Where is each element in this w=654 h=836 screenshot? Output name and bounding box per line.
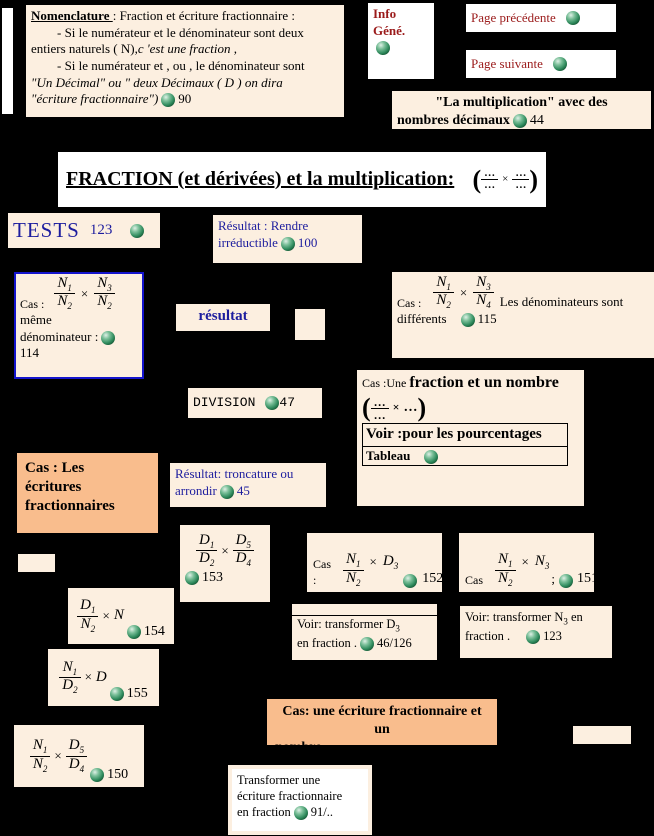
cas-151-box: Cas $\frac{N_1}{N_2}$ × $N_3$ ; 151 — [459, 533, 594, 592]
formula-154-box: $\frac{D_1}{N_2}$ × N 154 — [68, 588, 174, 644]
cas-line: nombre — [275, 739, 322, 755]
green-ball-icon[interactable] — [513, 114, 527, 128]
ref-number: 155 — [126, 686, 148, 702]
green-ball-icon[interactable] — [185, 571, 199, 585]
page-precedente-label: Page précédente — [471, 9, 556, 25]
ref-line — [185, 569, 265, 587]
info-gene-box — [368, 3, 434, 79]
ref-line — [87, 766, 128, 784]
nomenclature-box — [26, 5, 344, 117]
green-ball-icon[interactable] — [360, 637, 374, 651]
cas-ecritures-fractionnaires-box — [17, 453, 158, 533]
nomenclature-line: - Si le numérateur et le dénominateur sont deux — [57, 24, 304, 40]
green-ball-icon[interactable] — [130, 224, 144, 238]
resultat-label: résultat — [198, 308, 248, 324]
green-ball-icon[interactable] — [127, 625, 141, 639]
voir-line: en fraction . 46/126 — [297, 636, 412, 651]
tableau-row: Tableau — [363, 447, 567, 466]
blank-box — [295, 309, 325, 340]
page-suivante-box — [466, 50, 616, 78]
info-gene-label: Géné. — [373, 22, 406, 38]
ref-number: 100 — [297, 234, 318, 250]
green-ball-icon[interactable] — [294, 806, 308, 820]
cas-152-box: Cas : $\frac{N_1}{N_2}$ × $D_3$ 152 — [307, 533, 442, 592]
green-ball-icon[interactable] — [376, 41, 390, 55]
cas-line: dénominateur : — [20, 329, 138, 346]
cas-line: écritures — [25, 479, 82, 496]
ref-number: 150 — [107, 767, 129, 783]
cas-heading: Cas :Une fraction et un nombre — [362, 374, 559, 391]
cas-denominateurs-differents-box — [392, 272, 654, 358]
page-title: FRACTION (et dérivées) et la multiplication: — [66, 167, 455, 190]
green-ball-icon[interactable] — [281, 237, 295, 251]
division-box — [188, 388, 322, 418]
cas-fraction-nombre-box — [357, 370, 584, 506]
formula: Cas : $\frac{N_1}{N_2}$ × $\frac{N_3}{N_2}$ — [20, 276, 138, 312]
cas-ecriture-nombre-box — [267, 699, 497, 755]
transformer-line: en fraction 91/.. — [237, 805, 334, 819]
cas-line: fractionnaires — [25, 498, 115, 515]
ref-number: 44 — [529, 112, 544, 128]
ref-number: 47 — [279, 394, 296, 410]
resultat-troncature-box — [170, 463, 326, 507]
voir-transformer-d3-box — [292, 604, 437, 660]
green-ball-icon[interactable] — [265, 396, 279, 410]
nomenclature-line: Nomenclature : Fraction et écriture fractionnaire : — [31, 8, 295, 23]
green-ball-icon[interactable] — [161, 93, 175, 107]
tests-number: 123 — [89, 221, 113, 238]
ref-number: 151 — [577, 571, 598, 587]
resultat-line: arrondir 45 — [175, 482, 250, 498]
page-suivante-label: Page suivante — [471, 55, 543, 71]
resultat-box — [176, 304, 270, 331]
main-title-box — [56, 150, 548, 209]
ref-line — [124, 623, 165, 641]
voir-transformer-n3-box — [460, 606, 612, 658]
formula-155-box: $\frac{N_1}{D_2}$ × D 155 — [48, 649, 159, 706]
green-ball-icon[interactable] — [101, 331, 115, 345]
formula: ( $\frac{\dots}{\dots}$ × …) — [362, 393, 427, 423]
ref-number: 46/126 — [377, 636, 412, 651]
divider — [292, 604, 437, 616]
green-ball-icon[interactable] — [220, 485, 234, 499]
tests-label: TESTS — [13, 218, 80, 243]
transformer-line: écriture fractionnaire — [237, 789, 343, 803]
cas-line: Cas : Les — [25, 460, 85, 476]
green-ball-icon[interactable] — [566, 11, 580, 25]
green-ball-icon[interactable] — [553, 57, 567, 71]
cas-line: différents 115 — [397, 310, 497, 326]
nomenclature-line: - Si le numérateur et , ou , le dénominateur sont — [57, 57, 305, 73]
resultat-line: irréductible 100 — [218, 234, 318, 250]
formula-153-box — [180, 525, 270, 602]
voir-table — [362, 423, 568, 466]
ref-number: 90 — [178, 91, 192, 107]
ref-number: 154 — [143, 624, 165, 640]
resultat-irreductible-box — [213, 215, 362, 263]
nomenclature-line: "écriture fractionnaire") 90 — [31, 91, 192, 107]
green-ball-icon[interactable] — [424, 450, 438, 464]
transformer-line: Transformer une — [237, 773, 321, 787]
ref-line — [107, 685, 148, 703]
multiplication-line: nombres décimaux 44 — [397, 112, 544, 128]
nomenclature-line: entiers naturels ( N),c 'est une fraction , — [31, 41, 238, 57]
green-ball-icon[interactable] — [526, 630, 540, 644]
cas-meme-denominateur-box — [14, 272, 144, 379]
formula: $\frac{D_1}{D_2}$ × $\frac{D_5}{D_4}$ — [185, 533, 265, 569]
resultat-line: Résultat: troncature ou — [175, 466, 294, 481]
transformer-box — [228, 765, 372, 835]
cas-line: même — [20, 311, 52, 327]
info-gene-label: Info — [373, 6, 397, 21]
tests-box — [8, 213, 160, 248]
title-formula: ( $\frac{\dots}{\dots}$ × $\frac{\dots}{\dots}$ ) — [472, 164, 538, 194]
voir-line: Voir: transformer $D_3$ — [297, 617, 400, 634]
green-ball-icon[interactable] — [110, 687, 124, 701]
voir-line: Voir: transformer $N_3$ en — [465, 610, 583, 627]
ref-number: 114 — [20, 345, 40, 361]
left-edge-box — [2, 8, 13, 114]
cas-line: Cas: une écriture fractionnaire et un — [282, 704, 482, 737]
green-ball-icon[interactable] — [90, 768, 104, 782]
blank-box — [573, 726, 631, 744]
ref-number: 153 — [202, 569, 223, 585]
green-ball-icon[interactable] — [403, 574, 417, 588]
division-label: DIVISION — [193, 394, 256, 410]
voir-pourcentages-row: Voir :pour les pourcentages — [363, 424, 567, 446]
formula-150-box: $\frac{N_1}{N_2}$ × $\frac{D_5}{D_4}$ 150 — [14, 725, 144, 787]
ref-number: 91/.. — [310, 805, 334, 819]
page-precedente-box — [466, 4, 616, 32]
multiplication-line: "La multiplication" avec des — [435, 95, 608, 110]
ref-number: 123 — [543, 629, 562, 644]
multiplication-decimaux-box — [392, 91, 651, 129]
voir-line: fraction . 123 — [465, 629, 562, 644]
ref-number: 45 — [236, 482, 250, 498]
green-ball-icon[interactable] — [461, 313, 475, 327]
blank-box — [18, 554, 55, 572]
formula: Cas : $\frac{N_1}{N_2}$ × $\frac{N_3}{N_4}$ Les dénominateurs sont — [397, 274, 624, 311]
ref-number: 152 — [422, 571, 444, 587]
green-ball-icon[interactable] — [559, 574, 573, 588]
ref-number: 115 — [477, 310, 497, 326]
nomenclature-line: "Un Décimal" ou " deux Décimaux ( D ) on dira — [31, 74, 283, 90]
resultat-line: Résultat : Rendre — [218, 218, 309, 233]
